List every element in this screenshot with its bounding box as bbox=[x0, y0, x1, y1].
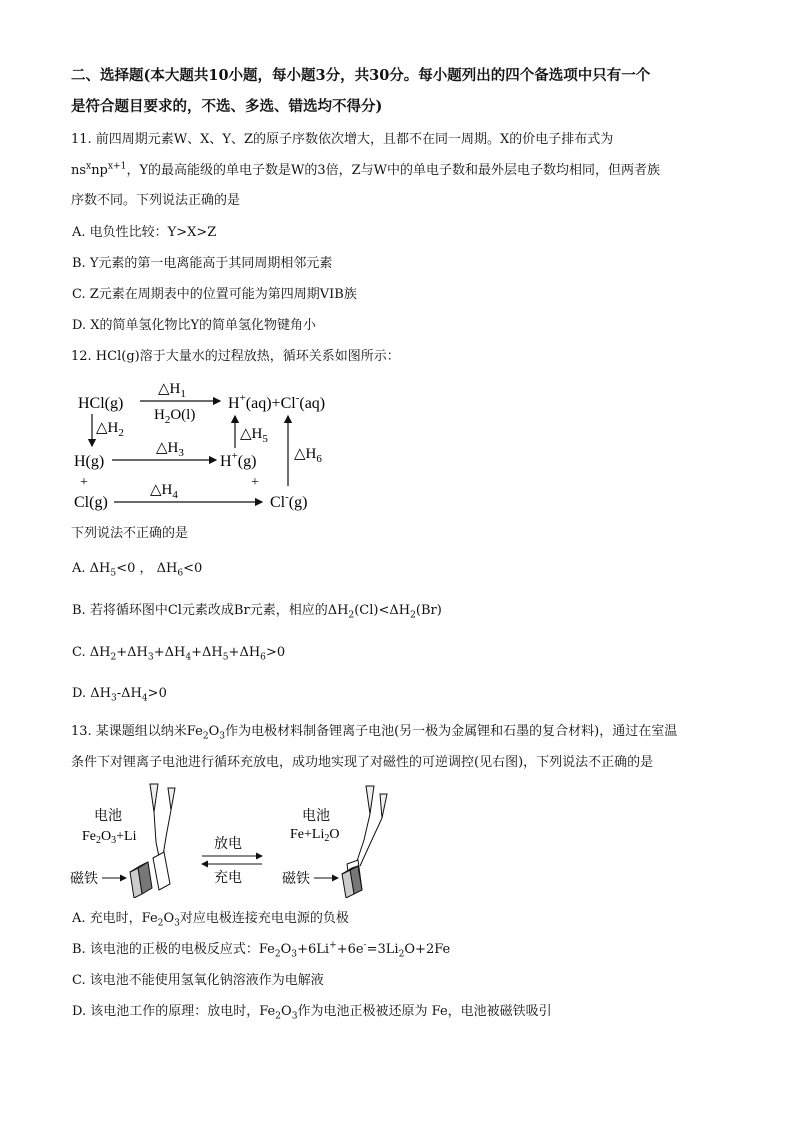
q12-stem: 12. HCl(g)溶于大量水的过程放热，循环关系如图所示： bbox=[71, 349, 400, 364]
delta-h1-label: $\triangle H_1$ bbox=[158, 381, 186, 400]
q13-stem-line2: 条件下对锂离子电池进行循环充放电，成功地实现了对磁性的可逆调控(见右图)，下列说法不正确的是 bbox=[71, 755, 654, 770]
discharge-label: 放电 bbox=[214, 836, 242, 852]
right-magnet-label: 磁铁 bbox=[282, 871, 310, 887]
delta-h3-label: $\triangle H_3$ bbox=[156, 440, 184, 459]
q12-option-c: C. $\Delta H_2+\Delta H_3+\Delta H_4+\Delta H_5+\Delta H_6>0$ bbox=[72, 645, 286, 663]
left-electrode-leads bbox=[150, 784, 175, 862]
delta-h2-label: $\triangle H_2$ bbox=[96, 420, 124, 439]
q12-prompt: 下列说法不正确的是 bbox=[71, 526, 189, 541]
q11-option-a: A. 电负性比较：Y>X>Z bbox=[72, 225, 217, 240]
q13-option-b: B. 该电池的正极的电极反应式：$Fe_2O_3+6Li^++6e^-=3Li_2O+2Fe$ bbox=[72, 940, 451, 960]
q12-option-b: B. 若将循环图中Cl元素改成Br元素，相应的$\Delta H_2(Cl)<\Delta H_2(Br)$ bbox=[72, 603, 442, 621]
section-heading-line2: 是符合题目要求的，不选、多选、错选均不得分) bbox=[71, 98, 383, 115]
right-magnet bbox=[342, 866, 362, 898]
q13-stem-line1: 13. 某课题组以纳米$Fe_2O_3$作为电极材料制备锂离子电池(另一极为金属锂和石墨的复合材料)，通过在室温 bbox=[71, 724, 678, 742]
delta-h5-label: $\triangle H_5$ bbox=[240, 426, 268, 445]
cl-minus-g-label: Cl-(g) bbox=[270, 491, 308, 511]
q13-battery-magnet-diagram bbox=[68, 782, 398, 898]
q11-option-b: B. Y元素的第一电离能高于其同周期相邻元素 bbox=[72, 256, 333, 271]
charge-label: 充电 bbox=[214, 870, 242, 886]
left-battery-label: 电池 bbox=[94, 808, 122, 824]
h-plus-g-label: H+(g) bbox=[220, 450, 257, 470]
h-aq-cl-aq-label: H+(aq)+Cl-(aq) bbox=[228, 392, 326, 412]
plus-right: + bbox=[251, 475, 259, 490]
q13-option-d: D. 该电池工作的原理：放电时，$Fe_2O_3$作为电池正极被还原为 Fe，电池被磁铁吸引 bbox=[72, 1004, 552, 1022]
left-magnet bbox=[130, 862, 152, 898]
q11-stem-line3: 序数不同。下列说法正确的是 bbox=[71, 193, 241, 208]
h2o-l-label: $H_2O(l)$ bbox=[154, 407, 196, 426]
left-magnet-label: 磁铁 bbox=[70, 871, 98, 887]
left-cell-electrode bbox=[153, 852, 170, 890]
q11-option-d: D. X的简单氢化物比Y的简单氢化物键角小 bbox=[72, 318, 317, 333]
cl-g-label: Cl(g) bbox=[74, 494, 108, 511]
q13-option-a: A. 充电时，$Fe_2O_3$对应电极连接充电电源的负极 bbox=[72, 911, 349, 929]
plus-left: + bbox=[80, 475, 88, 490]
right-battery-label: 电池 bbox=[302, 808, 330, 824]
q11-option-c: C. Z元素在周期表中的位置可能为第四周期VIB族 bbox=[72, 287, 357, 302]
hcl-g-label: HCl(g) bbox=[78, 395, 124, 412]
h-g-label: H(g) bbox=[74, 453, 105, 470]
q11-stem-line1: 11. 前四周期元素W、X、Y、Z的原子序数依次增大，且都不在同一周期。X的价电子排布式为 bbox=[71, 132, 614, 147]
right-battery-composition: $Fe+Li_2O$ bbox=[290, 827, 340, 844]
right-electrode-leads bbox=[356, 786, 387, 866]
section-heading-line1: 二、选择题(本大题共10小题，每小题3分，共30分。每小题列出的四个备选项中只有一个 bbox=[71, 67, 651, 84]
q12-thermochemical-cycle-diagram bbox=[70, 376, 360, 516]
delta-h4-label: $\triangle H_4$ bbox=[150, 482, 178, 501]
left-battery-composition: $Fe_2O_3+Li$ bbox=[82, 829, 137, 846]
delta-h6-label: $\triangle H_6$ bbox=[294, 446, 322, 465]
q11-stem-line2: $ns^xnp^{x+1}$，Y的最高能级的单电子数是W的3倍，Z与W中的单电子数和最外层电子数均相同，但两者族 bbox=[71, 161, 661, 178]
q12-option-d: D. $\Delta H_3-\Delta H_4>0$ bbox=[72, 686, 167, 704]
q12-option-a: A. $\Delta H_5<0$ ， $\Delta H_6<0$ bbox=[72, 561, 203, 579]
q13-option-c: C. 该电池不能使用氢氧化钠溶液作为电解液 bbox=[72, 973, 324, 988]
